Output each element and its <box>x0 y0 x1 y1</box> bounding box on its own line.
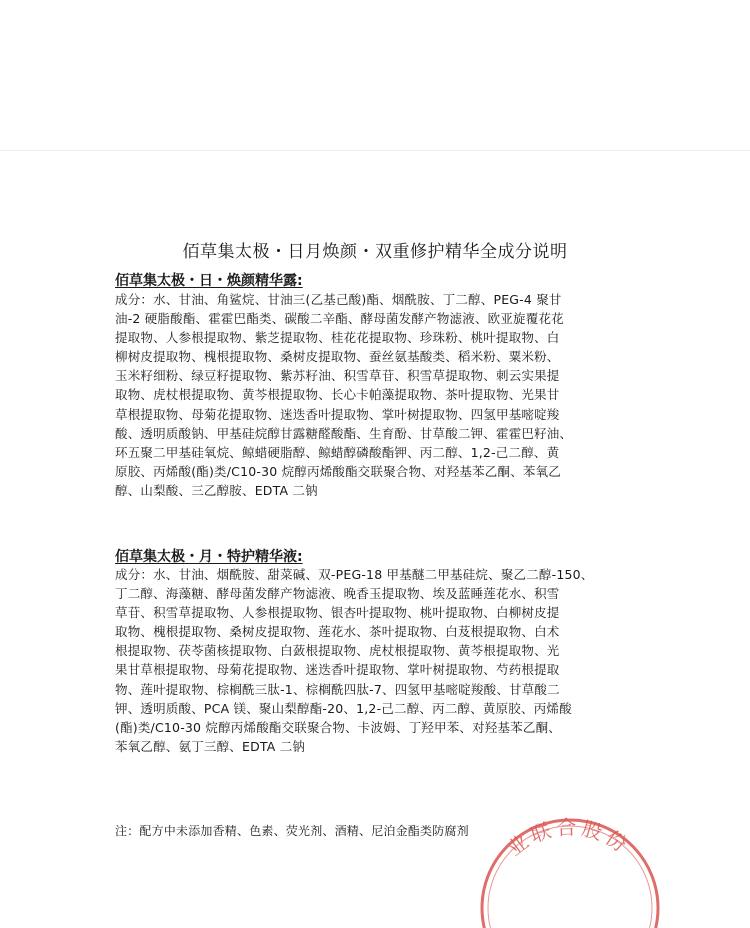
ingredient-line: 酸、透明质酸钠、甲基硅烷醇甘露糖醛酸酯、生育酚、甘草酸二钾、霍霍巴籽油、 <box>115 425 573 441</box>
document-title: 佰草集太极・日月焕颜・双重修护精华全成分说明 <box>182 242 568 262</box>
ingredient-line: 环五聚二甲基硅氧烷、鲸蜡硬脂醇、鲸蜡醇磷酸酯钾、丙二醇、1,2-己二醇、黄 <box>115 444 560 460</box>
ingredient-line: 苯氧乙醇、氨丁三醇、EDTA 二钠 <box>115 738 306 754</box>
section-ingredients-day-essence <box>115 290 637 500</box>
section-ingredients-moon-essence <box>115 565 637 756</box>
section-heading-day-essence: 佰草集太极・日・焕颜精华露: <box>115 273 303 289</box>
ingredient-line: 油-2 硬脂酸酯、霍霍巴酯类、碳酸二辛酯、酵母菌发酵产物滤液、欧亚旋覆花花 <box>115 311 564 327</box>
ingredient-line: 根提取物、茯苓菌核提取物、白蔹根提取物、虎杖根提取物、黄芩根提取物、光 <box>115 643 560 659</box>
company-seal-stamp <box>475 808 665 928</box>
ingredient-line: 取物、槐根提取物、桑树皮提取物、莲花水、茶叶提取物、白芨根提取物、白术 <box>115 624 560 640</box>
svg-text:业联合股份 <box>503 815 635 861</box>
seal-text: 业联合股份 <box>502 815 635 861</box>
ingredient-line: 柳树皮提取物、槐根提取物、桑树皮提取物、蚕丝氨基酸类、稻米粉、粟米粉、 <box>115 349 560 365</box>
formula-note: 注：配方中未添加香精、色素、荧光剂、酒精、尼泊金酯类防腐剂 <box>115 824 469 838</box>
ingredient-line: 提取物、人参根提取物、紫芝提取物、桂花花提取物、珍珠粉、桃叶提取物、白 <box>115 330 560 346</box>
ingredient-line: 丁二醇、海藻糖、酵母菌发酵产物滤液、晚香玉提取物、埃及蓝睡莲花水、积雪 <box>115 586 560 602</box>
ingredient-line: 物、莲叶提取物、棕榈酰三肽-1、棕榈酰四肽-7、四氢甲基嘧啶羧酸、甘草酸二 <box>115 681 560 697</box>
ingredient-line: 草根提取物、母菊花提取物、迷迭香叶提取物、掌叶树提取物、四氢甲基嘧啶羧 <box>115 406 560 422</box>
ingredient-line: 成分：水、甘油、烟酰胺、甜菜碱、双-PEG-18 甲基醚二甲基硅烷、聚乙二醇-150、 <box>115 567 594 582</box>
ingredient-line: 钾、透明质酸、PCA 镁、聚山梨醇酯-20、1,2-己二醇、丙二醇、黄原胶、丙烯酸 <box>115 700 572 716</box>
ingredient-line: 原胶、丙烯酸(酯)类/C10-30 烷醇丙烯酸酯交联聚合物、对羟基苯乙酮、苯氧乙 <box>115 463 561 479</box>
ingredient-line: 果甘草根提取物、母菊花提取物、迷迭香叶提取物、掌叶树提取物、芍药根提取 <box>115 662 560 678</box>
section-heading-moon-essence: 佰草集太极・月・特护精华液: <box>115 549 303 565</box>
ingredient-line: 成分：水、甘油、角鲨烷、甘油三(乙基己酸)酯、烟酰胺、丁二醇、PEG-4 聚甘 <box>115 292 562 307</box>
ingredient-line: 取物、虎杖根提取物、黄芩根提取物、长心卡帕藻提取物、茶叶提取物、光果甘 <box>115 387 560 403</box>
blank-header-area <box>0 0 750 151</box>
ingredient-line: 草苷、积雪草提取物、人参根提取物、银杏叶提取物、桃叶提取物、白柳树皮提 <box>115 605 560 621</box>
ingredient-line: 玉米籽细粉、绿豆籽提取物、紫苏籽油、积雪草苷、积雪草提取物、刺云实果提 <box>115 368 560 384</box>
ingredient-line: 醇、山梨酸、三乙醇胺、EDTA 二钠 <box>115 482 318 498</box>
ingredient-line: (酯)类/C10-30 烷醇丙烯酸酯交联聚合物、卡波姆、丁羟甲苯、对羟基苯乙酮、 <box>115 719 561 735</box>
